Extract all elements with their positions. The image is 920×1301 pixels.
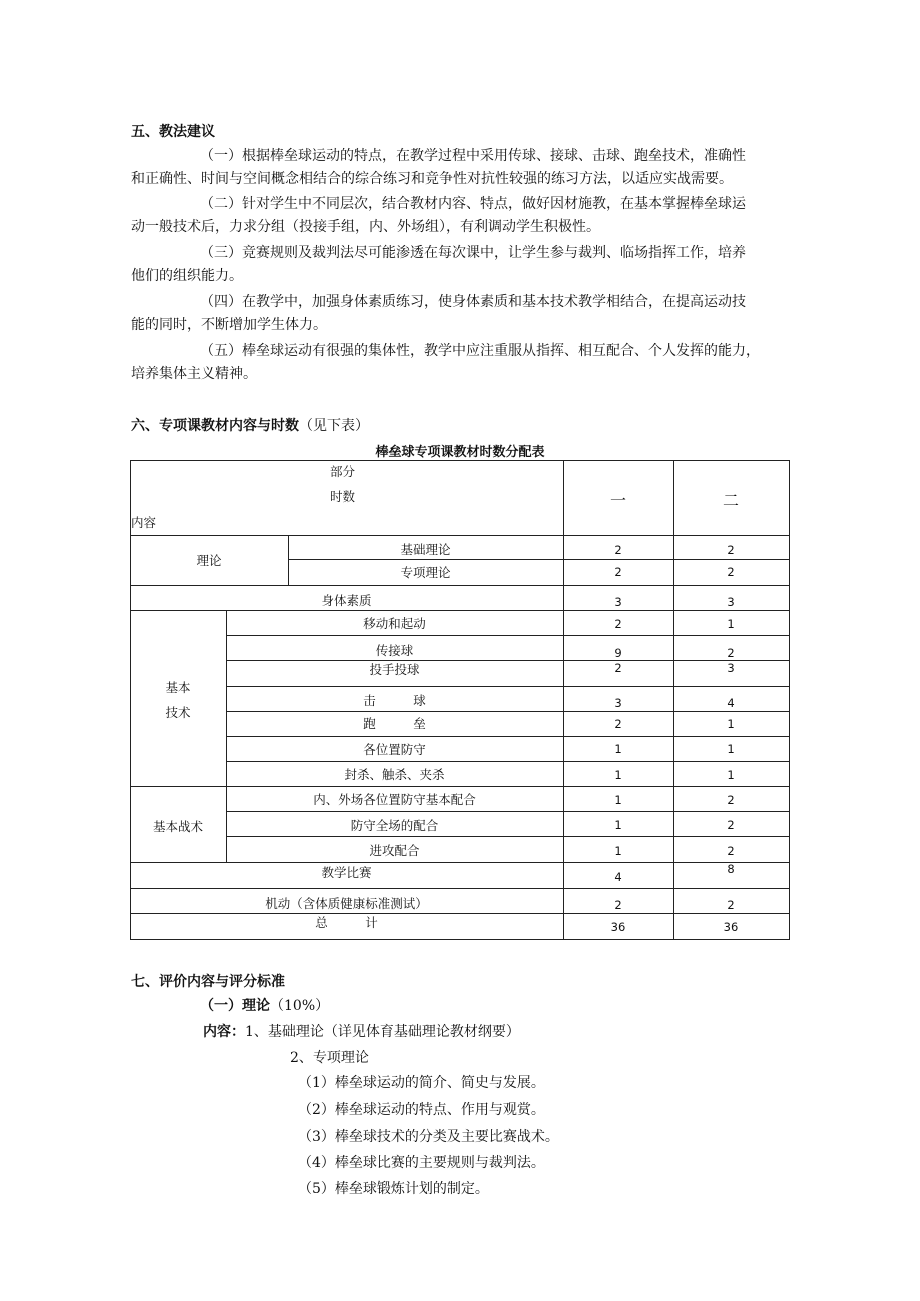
paragraph-line: 动一般技术后，力求分组（投接手组，内、外场组），有利调动学生积极性。: [131, 219, 600, 235]
cell-value: 2: [727, 565, 735, 579]
paragraph-2: [131, 193, 796, 239]
cell-value: 2: [727, 844, 735, 858]
subsection-theory: [200, 995, 329, 1018]
cell-value: 2: [727, 898, 735, 912]
list-item: （5）棒垒球锻炼计划的制定。: [298, 1181, 489, 1197]
group-technique-line2: 技术: [165, 705, 191, 720]
paragraph-1: [131, 145, 796, 191]
cell-value: 3: [727, 661, 735, 675]
cell-value: 1: [614, 793, 622, 807]
row-label: 基础理论: [400, 542, 451, 557]
cell-value: 2: [614, 543, 622, 557]
group-tactics: 基本战术: [152, 819, 203, 834]
cell-value: 2: [727, 793, 735, 807]
hours-table: [130, 460, 790, 940]
subsection-theory-title: （一）理论: [200, 998, 270, 1014]
cell-value: 1: [727, 768, 735, 782]
cell-value: 4: [614, 870, 622, 884]
row-label: 防守全场的配合: [350, 818, 439, 833]
cell-value: 1: [727, 717, 735, 731]
cell-value: 2: [614, 717, 622, 731]
cell-value: 36: [610, 920, 626, 934]
section5-heading: 五、教法建议: [131, 124, 215, 140]
cell-value: 2: [727, 646, 735, 660]
header-hours: 时数: [330, 489, 356, 504]
header-col-2: 二: [722, 491, 739, 510]
content-line: [203, 1021, 520, 1044]
list-item: （3）棒垒球技术的分类及主要比赛战术。: [298, 1129, 559, 1145]
row-label: 传接球: [375, 643, 414, 658]
cell-value: 3: [727, 595, 735, 609]
row-label: 封杀、触杀、夹杀: [344, 767, 445, 782]
group-match: 教学比赛: [321, 865, 372, 880]
cell-value: 2: [614, 898, 622, 912]
paragraph-line: （四）在教学中，加强身体素质练习，使身体素质和基本技术教学相结合，在提高运动技: [200, 294, 746, 310]
paragraph-line: （三）竞赛规则及裁判法尽可能渗透在每次课中，让学生参与裁判、临场指挥工作，培养: [200, 245, 746, 261]
group-theory: 理论: [196, 553, 222, 568]
section7-heading: 七、评价内容与评分标准: [131, 974, 285, 990]
cell-value: 1: [614, 818, 622, 832]
cell-value: 2: [614, 565, 622, 579]
group-technique-line1: 基本: [165, 680, 191, 695]
row-label: 投手投球: [369, 662, 420, 677]
cell-value: 8: [727, 862, 735, 876]
row-label: 各位置防守: [363, 742, 426, 757]
paragraph-4: [131, 291, 796, 337]
cell-value: 2: [614, 661, 622, 675]
content-label: 内容：: [203, 1024, 245, 1040]
subsection-theory-pct: （10%）: [270, 998, 330, 1014]
header-col-1: 一: [609, 491, 626, 510]
cell-value: 1: [614, 768, 622, 782]
row-label: 移动和起动: [363, 616, 426, 631]
group-total: 总 计: [315, 915, 378, 930]
cell-value: 1: [727, 742, 735, 756]
row-label: 击 球: [363, 693, 426, 708]
row-label: 跑 垒: [363, 716, 426, 731]
cell-value: 36: [723, 920, 739, 934]
paragraph-line: 他们的组织能力。: [131, 268, 243, 284]
row-label: 进攻配合: [369, 843, 420, 858]
cell-value: 1: [727, 617, 735, 631]
group-fitness: 身体素质: [321, 593, 372, 608]
header-content: 内容: [131, 515, 157, 530]
cell-value: 3: [614, 696, 622, 710]
cell-value: 9: [614, 646, 622, 660]
table-title: 棒垒球专项课教材时数分配表: [375, 445, 545, 460]
cell-value: 1: [614, 742, 622, 756]
list-item: （4）棒垒球比赛的主要规则与裁判法。: [298, 1155, 545, 1171]
section6-heading-wrap: [131, 415, 369, 438]
paragraph-line: （一）根据棒垒球运动的特点，在教学过程中采用传球、接球、击球、跑垒技术，准确性: [200, 148, 746, 164]
section6-heading: 六、专项课教材内容与时数: [131, 418, 299, 434]
paragraph-line: 能的同时，不断增加学生体力。: [131, 317, 327, 333]
content-item-1: 1、基础理论（详见体育基础理论教材纲要）: [245, 1024, 520, 1040]
paragraph-line: 和正确性、时间与空间概念相结合的综合练习和竞争性对抗性较强的练习方法，以适应实战需要。: [131, 171, 733, 187]
paragraph-3: [131, 242, 796, 288]
header-part: 部分: [330, 464, 356, 479]
group-flex: 机动（含体质健康标准测试）: [265, 896, 428, 911]
paragraph-line: 培养集体主义精神。: [131, 366, 257, 382]
cell-value: 1: [614, 844, 622, 858]
paragraph-5: [131, 340, 796, 386]
cell-value: 2: [727, 818, 735, 832]
cell-value: 2: [614, 617, 622, 631]
cell-value: 3: [614, 595, 622, 609]
section6-heading-note: （见下表）: [299, 418, 369, 434]
cell-value: 2: [727, 543, 735, 557]
row-label: 专项理论: [400, 565, 451, 580]
row-label: 内、外场各位置防守基本配合: [313, 792, 476, 807]
content-item-2: 2、专项理论: [290, 1050, 369, 1066]
cell-value: 4: [727, 696, 735, 710]
paragraph-line: （五）棒垒球运动有很强的集体性，教学中应注重服从指挥、相互配合、个人发挥的能力，: [200, 343, 760, 359]
list-item: （2）棒垒球运动的特点、作用与观赏。: [298, 1102, 545, 1118]
paragraph-line: （二）针对学生中不同层次，结合教材内容、特点，做好因材施教，在基本掌握棒垒球运: [200, 196, 746, 212]
list-item: （1）棒垒球运动的简介、简史与发展。: [298, 1075, 545, 1091]
